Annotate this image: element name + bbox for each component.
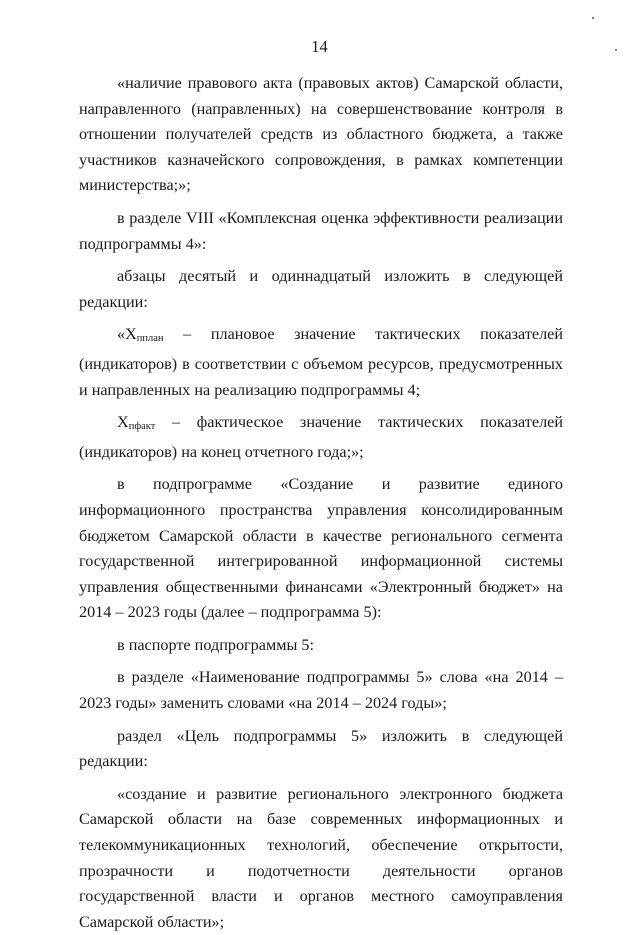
paragraph-goal-text: «создание и развитие регионального электронного бюджета Самарской области на базе современных информационных и телекоммуникационных технологий, обеспечение открытости, прозрачности и подотчетности деятельности органов государственной власти и органов местного самоуправления Самарской области»;: [79, 784, 563, 931]
paragraph-legal-act: «наличие правового акта (правовых актов) Самарской области, направленного (направленных) на совершенствование контроля в отношении получателей средств из областного бюджета, а также участников казначейского сопровождения, в рамках компетенции министерства;»;: [79, 74, 563, 195]
paragraph-goal-section: раздел «Цель подпрограммы 5» изложить в следующей редакции:: [79, 726, 563, 771]
x-plan-definition: – плановое значение тактических показателей (индикаторов) в соответствии с объемом ресурсов, предусмотренных и направленных на реализацию подпрограммы 4;: [79, 325, 563, 399]
paragraph-x-fact: [79, 410, 563, 465]
paragraph-subprogram-5: в подпрограмме «Создание и развитие единого информационного пространства управления консолидированным бюджетом Самарской области в качестве регионального сегмента государственной интегрированной информационной системы управления общественными финансами «Электронный бюджет» на 2014 – 2023 годы (далее – подпрограмма 5):: [79, 475, 563, 622]
scan-speck: [592, 17, 594, 19]
x-plan-subscript: пплан: [136, 333, 164, 345]
scan-speck: [615, 49, 617, 51]
x-fact-definition: – фактическое значение тактических показателей (индикаторов) на конец отчетного года;»;: [79, 413, 563, 461]
x-plan-symbol: «X: [117, 325, 137, 344]
paragraph-x-plan: [79, 322, 563, 403]
paragraph-name-section: в разделе «Наименование подпрограммы 5» слова «на 2014 – 2023 годы» заменить словами «на 2014 – 2024 годы»;: [79, 668, 563, 713]
x-fact-subscript: пфакт: [128, 421, 156, 433]
paragraph-passport: в паспорте подпрограммы 5:: [117, 635, 314, 654]
document-body: [79, 71, 563, 935]
paragraph-section-viii: в разделе VIII «Комплексная оценка эффективности реализации подпрограммы 4»:: [79, 208, 563, 253]
x-fact-symbol: X: [117, 413, 129, 432]
page-number: 14: [311, 37, 328, 56]
paragraph-amend-instruction: абзацы десятый и одиннадцатый изложить в следующей редакции:: [79, 267, 563, 311]
